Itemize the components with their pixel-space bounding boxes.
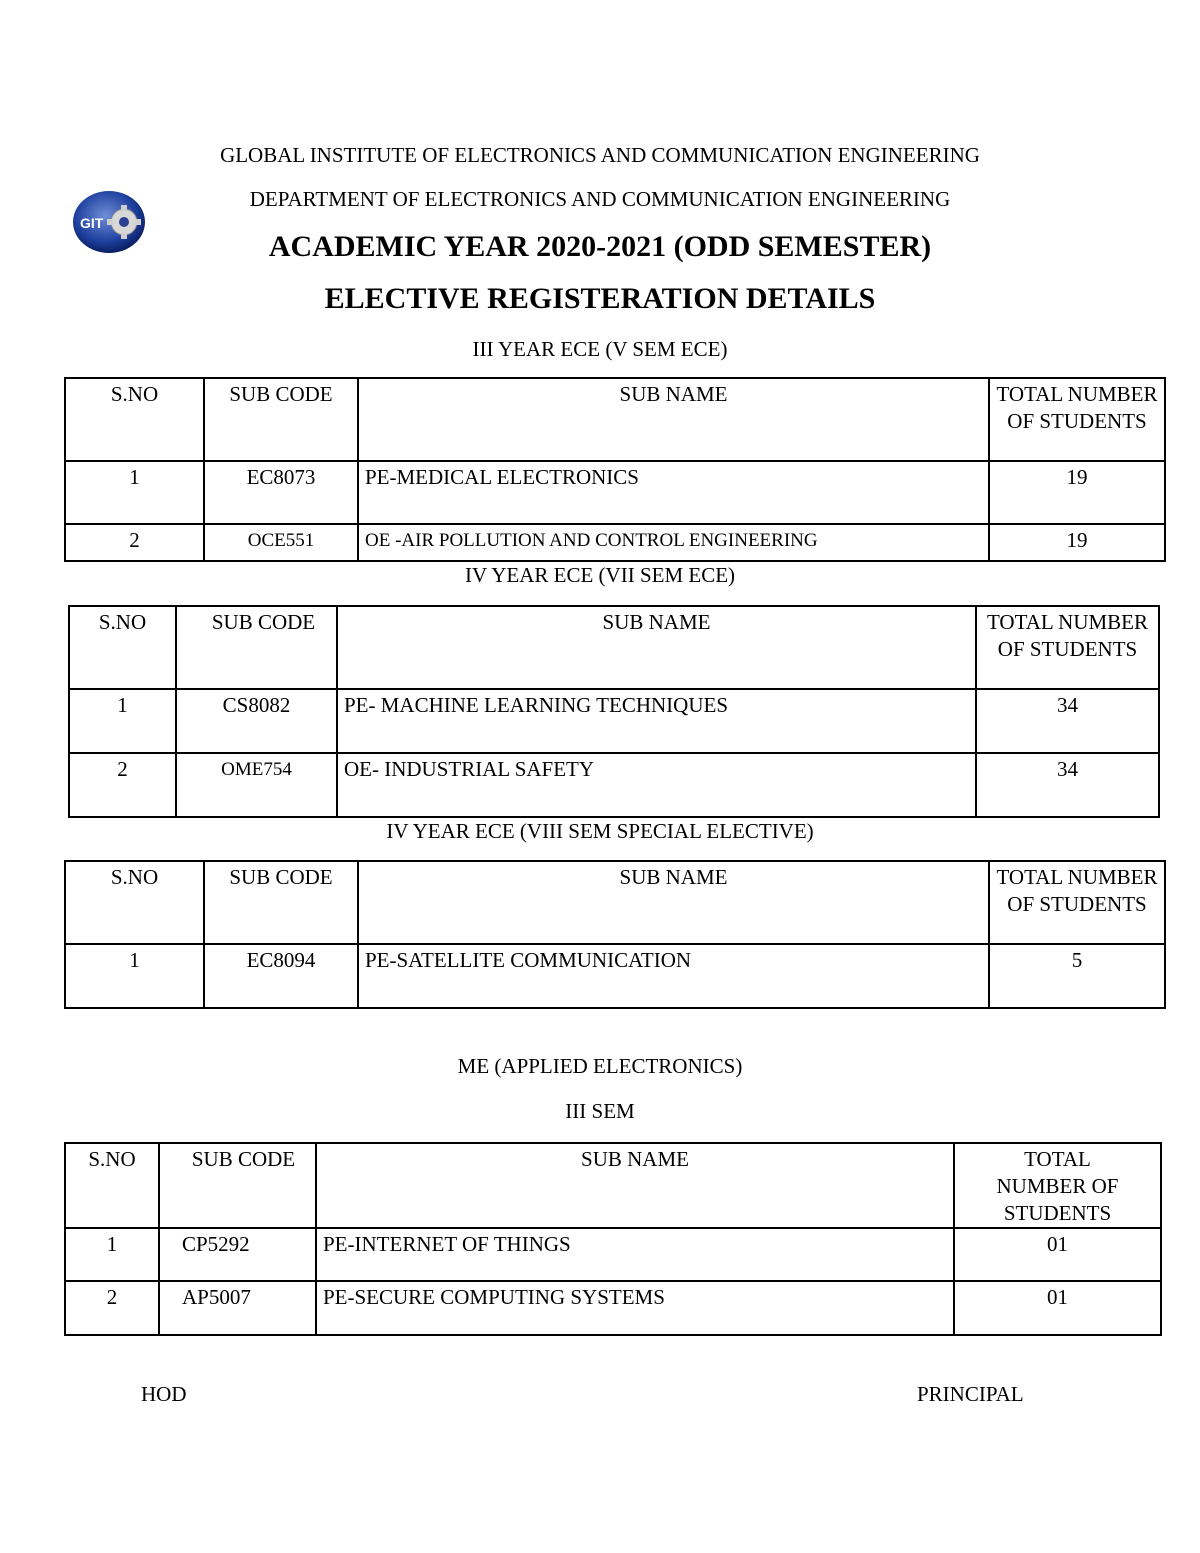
col-header-name: SUB NAME xyxy=(337,606,976,689)
col-header-total: TOTAL NUMBER OF STUDENTS xyxy=(989,378,1165,461)
institute-name: GLOBAL INSTITUTE OF ELECTRONICS AND COMMUNICATION ENGINEERING xyxy=(220,143,980,167)
row-total: 19 xyxy=(989,524,1165,561)
document-title: ELECTIVE REGISTERATION DETAILS xyxy=(324,282,876,315)
row-code: CP5292 xyxy=(159,1228,316,1281)
table-row xyxy=(69,753,1159,817)
department-name: DEPARTMENT OF ELECTRONICS AND COMMUNICATION ENGINEERING xyxy=(249,187,951,211)
logo-text: GIT xyxy=(80,215,104,231)
elective-table-vii-sem xyxy=(68,605,1160,818)
table-header-row xyxy=(65,861,1165,944)
row-sno: 1 xyxy=(65,1228,159,1281)
signature-principal: PRINCIPAL xyxy=(917,1382,1024,1406)
academic-year-heading: ACADEMIC YEAR 2020-2021 (ODD SEMESTER) xyxy=(268,230,932,263)
row-sno: 2 xyxy=(69,753,176,817)
section-subcaption-me: III SEM xyxy=(565,1099,635,1123)
table-header-row xyxy=(69,606,1159,689)
table-row xyxy=(69,689,1159,753)
row-total: 34 xyxy=(976,753,1159,817)
col-header-name: SUB NAME xyxy=(358,861,989,944)
table-row xyxy=(65,1281,1161,1335)
col-header-sno: S.NO xyxy=(65,861,204,944)
table-header-row xyxy=(65,1143,1161,1228)
row-total: 5 xyxy=(989,944,1165,1008)
row-name: OE -AIR POLLUTION AND CONTROL ENGINEERING xyxy=(358,524,989,561)
row-sno: 1 xyxy=(65,944,204,1008)
row-code: EC8094 xyxy=(204,944,358,1008)
elective-table-viii-sem xyxy=(64,860,1166,1009)
row-total: 01 xyxy=(954,1228,1161,1281)
section-caption-me: ME (APPLIED ELECTRONICS) xyxy=(457,1054,743,1078)
col-header-total: TOTAL NUMBER OF STUDENTS xyxy=(989,861,1165,944)
col-header-sno: S.NO xyxy=(69,606,176,689)
row-code: OME754 xyxy=(176,753,337,817)
section-caption-vii-sem: IV YEAR ECE (VII SEM ECE) xyxy=(464,563,736,587)
section-caption-viii-sem: IV YEAR ECE (VIII SEM SPECIAL ELECTIVE) xyxy=(386,819,814,843)
row-name: PE-SECURE COMPUTING SYSTEMS xyxy=(316,1281,954,1335)
col-header-sno: S.NO xyxy=(65,1143,159,1228)
elective-table-me xyxy=(64,1142,1162,1336)
row-sno: 1 xyxy=(65,461,204,524)
row-total: 01 xyxy=(954,1281,1161,1335)
row-code: EC8073 xyxy=(204,461,358,524)
col-header-code: SUB CODE xyxy=(204,861,358,944)
row-name: PE- MACHINE LEARNING TECHNIQUES xyxy=(337,689,976,753)
col-header-sno: S.NO xyxy=(65,378,204,461)
row-name: PE-INTERNET OF THINGS xyxy=(316,1228,954,1281)
row-name: PE-SATELLITE COMMUNICATION xyxy=(358,944,989,1008)
row-total: 19 xyxy=(989,461,1165,524)
col-header-code: SUB CODE xyxy=(159,1143,316,1228)
row-sno: 1 xyxy=(69,689,176,753)
section-caption-v-sem: III YEAR ECE (V SEM ECE) xyxy=(472,337,728,361)
col-header-total: TOTAL NUMBER OF STUDENTS xyxy=(954,1143,1161,1228)
row-code: CS8082 xyxy=(176,689,337,753)
row-name: PE-MEDICAL ELECTRONICS xyxy=(358,461,989,524)
row-code: AP5007 xyxy=(159,1281,316,1335)
row-sno: 2 xyxy=(65,524,204,561)
col-header-total: TOTAL NUMBER OF STUDENTS xyxy=(976,606,1159,689)
table-row xyxy=(65,944,1165,1008)
elective-table-v-sem xyxy=(64,377,1166,562)
table-row xyxy=(65,1228,1161,1281)
table-header-row xyxy=(65,378,1165,461)
table-row xyxy=(65,524,1165,561)
row-name: OE- INDUSTRIAL SAFETY xyxy=(337,753,976,817)
col-header-code: SUB CODE xyxy=(176,606,337,689)
col-header-name: SUB NAME xyxy=(316,1143,954,1228)
row-code: OCE551 xyxy=(204,524,358,561)
col-header-code: SUB CODE xyxy=(204,378,358,461)
row-total: 34 xyxy=(976,689,1159,753)
col-header-name: SUB NAME xyxy=(358,378,989,461)
table-row xyxy=(65,461,1165,524)
signature-hod: HOD xyxy=(141,1382,187,1406)
row-sno: 2 xyxy=(65,1281,159,1335)
